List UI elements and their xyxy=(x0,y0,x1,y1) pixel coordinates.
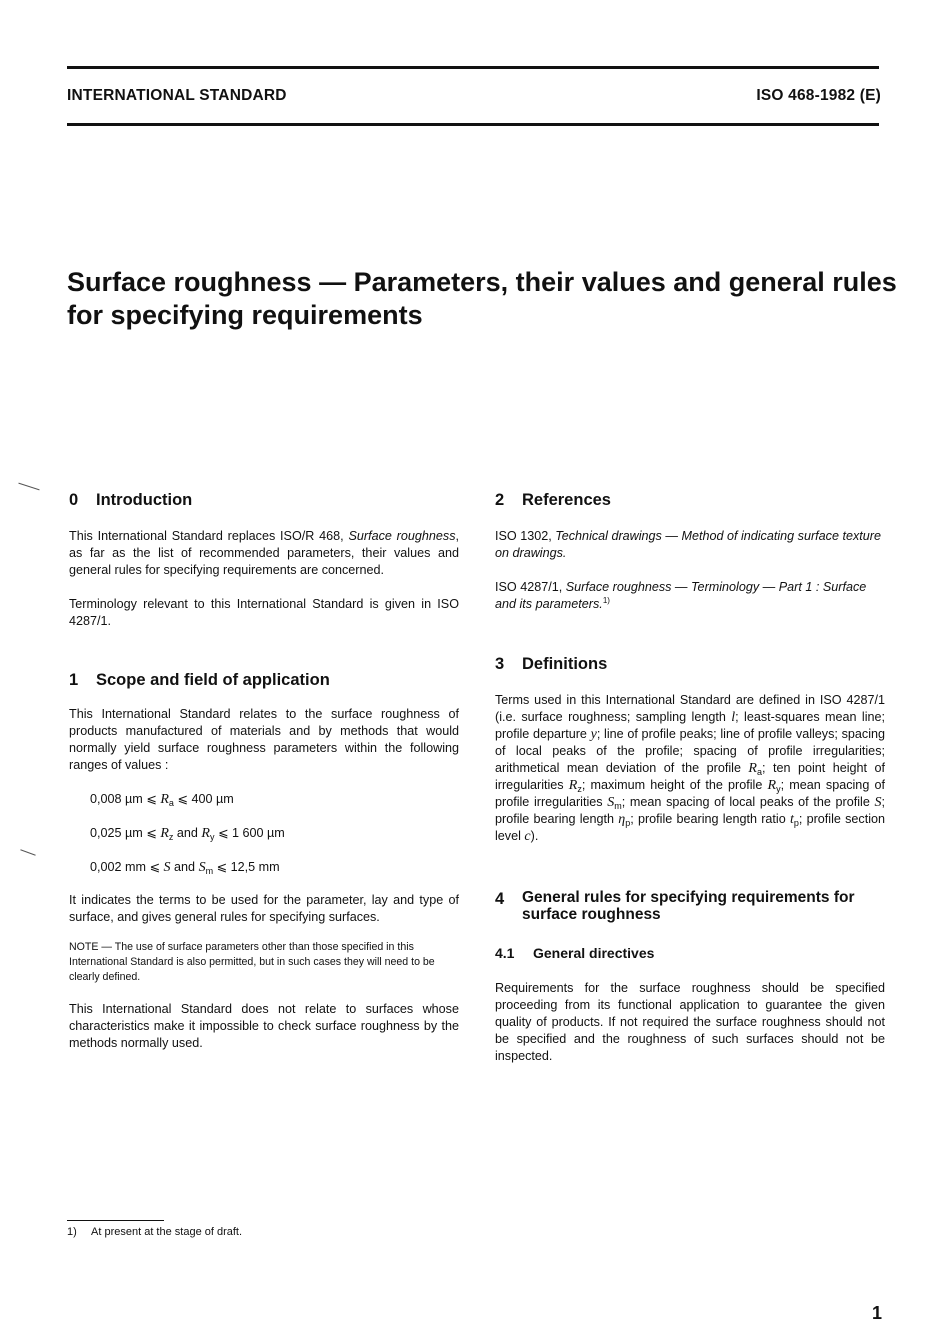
right-column xyxy=(495,490,885,1065)
scope-paragraph-2: It indicates the terms to be used for the parameter, lay and type of surface, and gives general rules for specifying surfaces. xyxy=(69,893,459,924)
footnote-number: 1) xyxy=(67,1226,77,1238)
margin-mark xyxy=(18,483,39,491)
section-2-heading xyxy=(495,490,885,510)
intro-paragraph-1: This International Standard replaces ISO/R 468, Surface roughness, as far as the list of recommended parameters, their values and general rules for specifying requirements are concerned. xyxy=(69,529,459,577)
section-number: 2 xyxy=(495,491,505,509)
footnote-ref: 1) xyxy=(602,596,610,605)
section-0-heading xyxy=(69,490,459,510)
section-number: 4 xyxy=(495,890,505,908)
definitions-paragraph: Terms used in this International Standard are defined in ISO 4287/1 (i.e. surface roughness; sampling length l; least-squares mean line; profile departure y; line of profile peaks; line of profile valleys; spacing of local peaks of the profile; spacing of profile irregularities; arithmetical mean deviation of the profile $R_a$; ten point height of irregularities $R_z$; maximum height of the profile $R_y$; mean spacing of profile irregularities $S_m$; mean spacing of local peaks of the profile S; profile bearing length $\eta_p$; profile bearing length ratio $t_p$; profile section level c). xyxy=(495,693,886,844)
intro-paragraph-2: Terminology relevant to this International Standard is given in ISO 4287/1. xyxy=(69,597,459,628)
section-number: 4.1 xyxy=(495,945,515,961)
section-3-heading xyxy=(495,654,885,674)
header-left: INTERNATIONAL STANDARD xyxy=(67,87,287,104)
scope-paragraph-1: This International Standard relates to the surface roughness of products manufactured of materials and by methods that would normally yield surface roughness parameters within the following ranges of values : xyxy=(69,707,459,772)
section-4-heading xyxy=(495,889,885,923)
header-bottom-rule xyxy=(67,123,879,126)
left-column xyxy=(69,490,459,1052)
document-title: Surface roughness — Parameters, their values and general rules for specifying requirements xyxy=(67,267,897,330)
cited-title: Surface roughness xyxy=(348,529,456,543)
section-number: 0 xyxy=(69,491,79,509)
section-title: Scope and field of application xyxy=(96,671,330,689)
reference-iso-4287: ISO 4287/1, Surface roughness — Terminology — Part 1 : Surface and its parameters.$^{1)}$ xyxy=(495,580,867,611)
footnote xyxy=(67,1226,242,1238)
section-title: Definitions xyxy=(522,655,608,673)
section-4-1-heading xyxy=(495,945,885,962)
section-number: 3 xyxy=(495,655,505,673)
footnote-text: At present at the stage of draft. xyxy=(91,1226,243,1238)
scope-paragraph-3: This International Standard does not relate to surfaces whose characteristics make it impossible to check surface roughness by the methods normally used. xyxy=(69,1002,459,1050)
section-title: General directives xyxy=(533,945,655,961)
margin-mark xyxy=(20,849,35,855)
header-top-rule xyxy=(67,66,879,69)
formula-rz-ry-range: 0,025 µm ⩽ $R_z$ and $R_y$ ⩽ 1 600 µm xyxy=(90,826,285,842)
section-title: References xyxy=(522,491,611,509)
formula-ra-range: 0,008 µm ⩽ $R_a$ ⩽ 400 µm xyxy=(90,792,234,808)
footnote-rule xyxy=(67,1220,164,1221)
general-directives-paragraph: Requirements for the surface roughness should be specified proceeding from its functional application to guarantee the given quality of products. If not required the surface roughness should not be specified and the roughness of such surfaces should not be inspected. xyxy=(495,981,885,1063)
section-number: 1 xyxy=(69,671,79,689)
header-right: ISO 468-1982 (E) xyxy=(756,87,881,104)
reference-iso-1302: ISO 1302, Technical drawings — Method of indicating surface texture on drawings. xyxy=(495,529,881,560)
formula-s-sm-range: 0,002 mm ⩽ S and $S_m$ ⩽ 12,5 mm xyxy=(90,860,280,876)
section-title: Introduction xyxy=(96,491,193,509)
section-1-heading xyxy=(69,670,459,690)
note: NOTE — The use of surface parameters other than those specified in this International Standard is also permitted, but in such cases they will need to be clearly defined. xyxy=(69,941,435,983)
section-title: General rules for specifying requirements for surface roughness xyxy=(522,889,855,923)
page-number: 1 xyxy=(871,1303,882,1323)
